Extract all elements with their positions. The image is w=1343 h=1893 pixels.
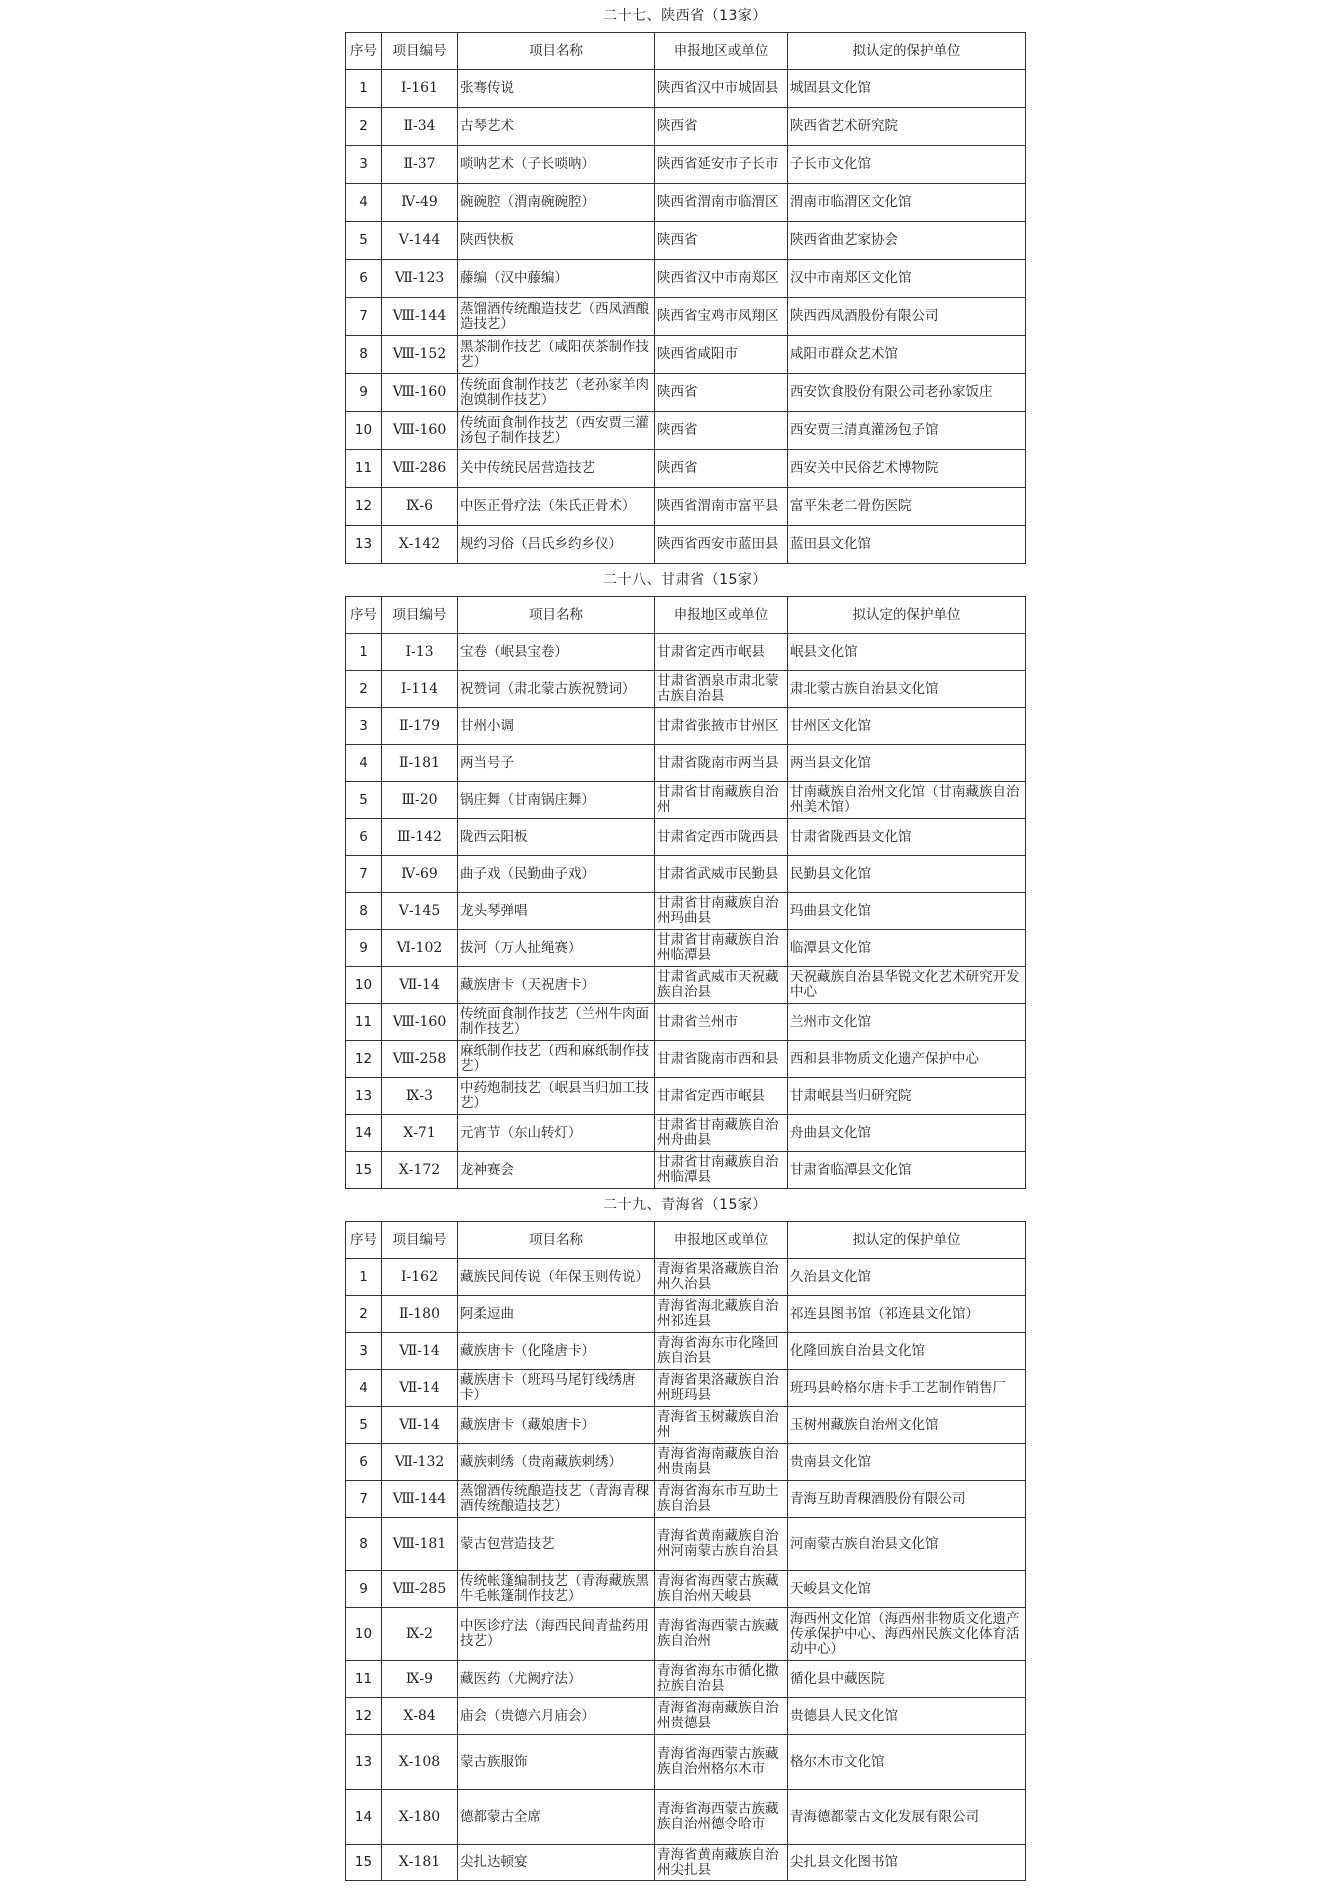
- row-name: 尖扎达顿宴: [458, 1845, 655, 1881]
- table-gansu: [345, 596, 1026, 1189]
- row-name: 传统面食制作技艺（老孙家羊肉泡馍制作技艺）: [458, 374, 655, 412]
- row-region: 甘肃省兰州市: [655, 1004, 788, 1041]
- row-index: 8: [346, 1518, 382, 1571]
- row-region: 青海省海西蒙古族藏族自治州格尔木市: [655, 1735, 788, 1790]
- row-index: 13: [346, 526, 382, 564]
- row-code: Ⅳ-69: [382, 856, 458, 893]
- table-row: [346, 1296, 1026, 1333]
- row-region: 甘肃省定西市岷县: [655, 634, 788, 671]
- row-region: 甘肃省甘南藏族自治州玛曲县: [655, 893, 788, 930]
- row-region: 陕西省: [655, 222, 788, 260]
- row-unit: 民勤县文化馆: [788, 856, 1026, 893]
- table-row: [346, 856, 1026, 893]
- table-row: [346, 967, 1026, 1004]
- row-region: 甘肃省甘南藏族自治州临潭县: [655, 1152, 788, 1189]
- row-name: 传统面食制作技艺（西安贾三灌汤包子制作技艺）: [458, 412, 655, 450]
- row-unit: 天峻县文化馆: [788, 1571, 1026, 1608]
- row-code: Ⅴ-144: [382, 222, 458, 260]
- table-row: [346, 222, 1026, 260]
- header-region: 申报地区或单位: [655, 33, 788, 70]
- row-region: 陕西省宝鸡市凤翔区: [655, 298, 788, 336]
- table-row: [346, 1735, 1026, 1790]
- table-row: [346, 1481, 1026, 1518]
- row-name: 两当号子: [458, 745, 655, 782]
- row-code: Ⅱ-180: [382, 1296, 458, 1333]
- table-row: [346, 1571, 1026, 1608]
- row-index: 12: [346, 1041, 382, 1078]
- table-row: [346, 782, 1026, 819]
- header-unit: 拟认定的保护单位: [788, 33, 1026, 70]
- row-name: 藏族刺绣（贵南藏族刺绣）: [458, 1444, 655, 1481]
- row-index: 3: [346, 1333, 382, 1370]
- row-name: 宝卷（岷县宝卷）: [458, 634, 655, 671]
- row-unit: 甘肃省陇西县文化馆: [788, 819, 1026, 856]
- table-row: [346, 488, 1026, 526]
- row-unit: 岷县文化馆: [788, 634, 1026, 671]
- row-unit: 天祝藏族自治县华锐文化艺术研究开发中心: [788, 967, 1026, 1004]
- row-name: 藏族民间传说（年保玉则传说）: [458, 1259, 655, 1296]
- row-name: 德都蒙古全席: [458, 1790, 655, 1845]
- row-region: 陕西省西安市蓝田县: [655, 526, 788, 564]
- row-index: 1: [346, 1259, 382, 1296]
- row-code: Ⅶ-132: [382, 1444, 458, 1481]
- table-row: [346, 1004, 1026, 1041]
- row-index: 6: [346, 1444, 382, 1481]
- row-code: Ⅸ-6: [382, 488, 458, 526]
- row-index: 9: [346, 374, 382, 412]
- row-code: Ⅴ-145: [382, 893, 458, 930]
- header-region: 申报地区或单位: [655, 597, 788, 634]
- row-code: Ⅰ-162: [382, 1259, 458, 1296]
- row-index: 1: [346, 70, 382, 108]
- header-code: 项目编号: [382, 33, 458, 70]
- row-index: 9: [346, 1571, 382, 1608]
- row-index: 3: [346, 146, 382, 184]
- row-code: Ⅹ-181: [382, 1845, 458, 1881]
- row-unit: 贵德县人民文化馆: [788, 1698, 1026, 1735]
- row-region: 青海省果洛藏族自治州班玛县: [655, 1370, 788, 1407]
- row-code: Ⅵ-102: [382, 930, 458, 967]
- row-index: 6: [346, 819, 382, 856]
- row-index: 4: [346, 1370, 382, 1407]
- row-name: 古琴艺术: [458, 108, 655, 146]
- row-unit: 青海互助青稞酒股份有限公司: [788, 1481, 1026, 1518]
- header-unit: 拟认定的保护单位: [788, 1222, 1026, 1259]
- row-name: 蒙古包营造技艺: [458, 1518, 655, 1571]
- row-name: 曲子戏（民勤曲子戏）: [458, 856, 655, 893]
- row-code: Ⅰ-114: [382, 671, 458, 708]
- row-index: 11: [346, 1661, 382, 1698]
- row-code: Ⅸ-3: [382, 1078, 458, 1115]
- row-name: 甘州小调: [458, 708, 655, 745]
- row-name: 唢呐艺术（子长唢呐）: [458, 146, 655, 184]
- row-index: 7: [346, 856, 382, 893]
- row-region: 青海省海北藏族自治州祁连县: [655, 1296, 788, 1333]
- row-index: 8: [346, 893, 382, 930]
- row-unit: 海西州文化馆（海西州非物质文化遗产传承保护中心、海西州民族文化体育活动中心）: [788, 1608, 1026, 1661]
- row-region: 陕西省: [655, 412, 788, 450]
- table-row: [346, 1370, 1026, 1407]
- row-index: 5: [346, 222, 382, 260]
- row-region: 甘肃省陇南市两当县: [655, 745, 788, 782]
- row-index: 9: [346, 930, 382, 967]
- row-index: 5: [346, 1407, 382, 1444]
- row-code: Ⅹ-142: [382, 526, 458, 564]
- row-unit: 两当县文化馆: [788, 745, 1026, 782]
- row-region: 甘肃省定西市陇西县: [655, 819, 788, 856]
- row-unit: 西安贾三清真灌汤包子馆: [788, 412, 1026, 450]
- row-region: 青海省海东市互助土族自治县: [655, 1481, 788, 1518]
- header-name: 项目名称: [458, 33, 655, 70]
- table-row: [346, 1152, 1026, 1189]
- row-code: Ⅹ-180: [382, 1790, 458, 1845]
- row-code: Ⅹ-71: [382, 1115, 458, 1152]
- row-name: 龙头琴弹唱: [458, 893, 655, 930]
- row-code: Ⅶ-14: [382, 1370, 458, 1407]
- row-name: 藏医药（尤阙疗法）: [458, 1661, 655, 1698]
- row-index: 11: [346, 1004, 382, 1041]
- row-index: 2: [346, 108, 382, 146]
- row-index: 12: [346, 1698, 382, 1735]
- table-row: [346, 1407, 1026, 1444]
- row-name: 藏族唐卡（天祝唐卡）: [458, 967, 655, 1004]
- table-row: [346, 260, 1026, 298]
- table-row: [346, 108, 1026, 146]
- table-row: [346, 634, 1026, 671]
- row-code: Ⅷ-285: [382, 1571, 458, 1608]
- row-code: Ⅱ-181: [382, 745, 458, 782]
- row-code: Ⅱ-37: [382, 146, 458, 184]
- table-row: [346, 1698, 1026, 1735]
- table-row: [346, 1790, 1026, 1845]
- row-index: 14: [346, 1790, 382, 1845]
- row-index: 2: [346, 671, 382, 708]
- row-region: 陕西省渭南市富平县: [655, 488, 788, 526]
- table-row: [346, 819, 1026, 856]
- table-row: [346, 526, 1026, 564]
- row-code: Ⅱ-34: [382, 108, 458, 146]
- row-index: 15: [346, 1152, 382, 1189]
- header-name: 项目名称: [458, 597, 655, 634]
- row-name: 藏族唐卡（班玛马尾钉线绣唐卡）: [458, 1370, 655, 1407]
- row-unit: 玛曲县文化馆: [788, 893, 1026, 930]
- table-row: [346, 1845, 1026, 1881]
- row-code: Ⅷ-160: [382, 1004, 458, 1041]
- row-name: 中医诊疗法（海西民间青盐药用技艺）: [458, 1608, 655, 1661]
- row-unit: 甘南藏族自治州文化馆（甘南藏族自治州美术馆）: [788, 782, 1026, 819]
- row-unit: 甘州区文化馆: [788, 708, 1026, 745]
- row-name: 庙会（贵德六月庙会）: [458, 1698, 655, 1735]
- table-row: [346, 1518, 1026, 1571]
- row-region: 青海省海东市循化撒拉族自治县: [655, 1661, 788, 1698]
- row-unit: 肃北蒙古族自治县文化馆: [788, 671, 1026, 708]
- table-row: [346, 298, 1026, 336]
- row-name: 阿柔逗曲: [458, 1296, 655, 1333]
- section-title-shaanxi: 二十七、陕西省（13家）: [603, 8, 767, 24]
- row-name: 蒸馏酒传统酿造技艺（青海青稞酒传统酿造技艺）: [458, 1481, 655, 1518]
- row-region: 青海省黄南藏族自治州尖扎县: [655, 1845, 788, 1881]
- section-title-gansu: 二十八、甘肃省（15家）: [603, 572, 767, 588]
- row-code: Ⅶ-14: [382, 967, 458, 1004]
- table-row: [346, 708, 1026, 745]
- row-name: 陇西云阳板: [458, 819, 655, 856]
- table-row: [346, 450, 1026, 488]
- table-row: [346, 1041, 1026, 1078]
- row-unit: 贵南县文化馆: [788, 1444, 1026, 1481]
- row-name: 关中传统民居营造技艺: [458, 450, 655, 488]
- row-unit: 西和县非物质文化遗产保护中心: [788, 1041, 1026, 1078]
- row-region: 甘肃省张掖市甘州区: [655, 708, 788, 745]
- row-name: 藏族唐卡（化隆唐卡）: [458, 1333, 655, 1370]
- row-name: 祝赞词（肃北蒙古族祝赞词）: [458, 671, 655, 708]
- row-unit: 临潭县文化馆: [788, 930, 1026, 967]
- row-unit: 甘肃岷县当归研究院: [788, 1078, 1026, 1115]
- row-region: 青海省玉树藏族自治州: [655, 1407, 788, 1444]
- row-unit: 格尔木市文化馆: [788, 1735, 1026, 1790]
- row-index: 10: [346, 1608, 382, 1661]
- row-region: 陕西省汉中市南郑区: [655, 260, 788, 298]
- row-code: Ⅶ-123: [382, 260, 458, 298]
- table-row: [346, 336, 1026, 374]
- section-title-qinghai: 二十九、青海省（15家）: [603, 1197, 767, 1213]
- row-index: 5: [346, 782, 382, 819]
- row-region: 甘肃省陇南市西和县: [655, 1041, 788, 1078]
- row-index: 10: [346, 412, 382, 450]
- row-region: 甘肃省酒泉市肃北蒙古族自治县: [655, 671, 788, 708]
- row-index: 2: [346, 1296, 382, 1333]
- row-unit: 陕西西凤酒股份有限公司: [788, 298, 1026, 336]
- row-name: 中药炮制技艺（岷县当归加工技艺）: [458, 1078, 655, 1115]
- row-region: 甘肃省甘南藏族自治州舟曲县: [655, 1115, 788, 1152]
- table-row: [346, 184, 1026, 222]
- row-unit: 化隆回族自治县文化馆: [788, 1333, 1026, 1370]
- row-code: Ⅰ-161: [382, 70, 458, 108]
- row-index: 6: [346, 260, 382, 298]
- row-name: 藏族唐卡（藏娘唐卡）: [458, 1407, 655, 1444]
- row-name: 黑茶制作技艺（咸阳茯茶制作技艺）: [458, 336, 655, 374]
- row-region: 甘肃省武威市天祝藏族自治县: [655, 967, 788, 1004]
- row-unit: 尖扎县文化图书馆: [788, 1845, 1026, 1881]
- row-code: Ⅷ-144: [382, 298, 458, 336]
- row-index: 7: [346, 298, 382, 336]
- row-code: Ⅲ-20: [382, 782, 458, 819]
- header-index: 序号: [346, 597, 382, 634]
- row-unit: 祁连县图书馆（祁连县文化馆）: [788, 1296, 1026, 1333]
- row-name: 张骞传说: [458, 70, 655, 108]
- row-unit: 富平朱老二骨伤医院: [788, 488, 1026, 526]
- row-region: 青海省黄南藏族自治州河南蒙古族自治县: [655, 1518, 788, 1571]
- row-index: 13: [346, 1078, 382, 1115]
- table-row: [346, 745, 1026, 782]
- row-code: Ⅸ-2: [382, 1608, 458, 1661]
- row-code: Ⅷ-152: [382, 336, 458, 374]
- row-unit: 河南蒙古族自治县文化馆: [788, 1518, 1026, 1571]
- row-index: 4: [346, 745, 382, 782]
- row-region: 陕西省咸阳市: [655, 336, 788, 374]
- row-name: 元宵节（东山转灯）: [458, 1115, 655, 1152]
- table-row: [346, 70, 1026, 108]
- table-row: [346, 671, 1026, 708]
- row-code: Ⅶ-14: [382, 1333, 458, 1370]
- row-unit: 玉树州藏族自治州文化馆: [788, 1407, 1026, 1444]
- header-name: 项目名称: [458, 1222, 655, 1259]
- table-shaanxi: [345, 32, 1026, 564]
- header-code: 项目编号: [382, 1222, 458, 1259]
- row-unit: 蓝田县文化馆: [788, 526, 1026, 564]
- table-qinghai: [345, 1221, 1026, 1881]
- row-unit: 子长市文化馆: [788, 146, 1026, 184]
- row-region: 青海省果洛藏族自治州久治县: [655, 1259, 788, 1296]
- row-unit: 陕西省曲艺家协会: [788, 222, 1026, 260]
- table-row: [346, 1078, 1026, 1115]
- row-name: 陕西快板: [458, 222, 655, 260]
- row-region: 陕西省延安市子长市: [655, 146, 788, 184]
- row-name: 龙神赛会: [458, 1152, 655, 1189]
- table-row: [346, 1661, 1026, 1698]
- row-index: 15: [346, 1845, 382, 1881]
- row-index: 1: [346, 634, 382, 671]
- table-row: [346, 1115, 1026, 1152]
- row-index: 14: [346, 1115, 382, 1152]
- row-region: 陕西省: [655, 374, 788, 412]
- table-row: [346, 893, 1026, 930]
- table-row: [346, 1259, 1026, 1296]
- row-region: 甘肃省武威市民勤县: [655, 856, 788, 893]
- row-index: 10: [346, 967, 382, 1004]
- row-code: Ⅳ-49: [382, 184, 458, 222]
- row-region: 青海省海南藏族自治州贵南县: [655, 1444, 788, 1481]
- row-unit: 西安饮食股份有限公司老孙家饭庄: [788, 374, 1026, 412]
- row-code: Ⅹ-108: [382, 1735, 458, 1790]
- row-code: Ⅷ-160: [382, 412, 458, 450]
- row-code: Ⅶ-14: [382, 1407, 458, 1444]
- row-name: 锅庄舞（甘南锅庄舞）: [458, 782, 655, 819]
- row-region: 青海省海南藏族自治州贵德县: [655, 1698, 788, 1735]
- row-region: 青海省海东市化隆回族自治县: [655, 1333, 788, 1370]
- table-row: [346, 1333, 1026, 1370]
- row-index: 11: [346, 450, 382, 488]
- table-row: [346, 1444, 1026, 1481]
- row-name: 中医正骨疗法（朱氏正骨术）: [458, 488, 655, 526]
- row-unit: 循化县中藏医院: [788, 1661, 1026, 1698]
- table-row: [346, 1608, 1026, 1661]
- row-index: 13: [346, 1735, 382, 1790]
- header-index: 序号: [346, 33, 382, 70]
- row-name: 拔河（万人扯绳赛）: [458, 930, 655, 967]
- row-index: 8: [346, 336, 382, 374]
- row-code: Ⅲ-142: [382, 819, 458, 856]
- row-region: 陕西省: [655, 108, 788, 146]
- row-unit: 西安关中民俗艺术博物院: [788, 450, 1026, 488]
- row-code: Ⅰ-13: [382, 634, 458, 671]
- row-unit: 久治县文化馆: [788, 1259, 1026, 1296]
- header-unit: 拟认定的保护单位: [788, 597, 1026, 634]
- document-page: [345, 0, 1025, 1881]
- row-name: 传统帐篷编制技艺（青海藏族黑牛毛帐篷制作技艺）: [458, 1571, 655, 1608]
- row-name: 碗碗腔（渭南碗碗腔）: [458, 184, 655, 222]
- row-region: 甘肃省甘南藏族自治州临潭县: [655, 930, 788, 967]
- row-unit: 汉中市南郑区文化馆: [788, 260, 1026, 298]
- table-row: [346, 374, 1026, 412]
- row-code: Ⅷ-286: [382, 450, 458, 488]
- row-code: Ⅷ-160: [382, 374, 458, 412]
- row-unit: 咸阳市群众艺术馆: [788, 336, 1026, 374]
- row-unit: 甘肃省临潭县文化馆: [788, 1152, 1026, 1189]
- row-name: 蒸馏酒传统酿造技艺（西凤酒酿造技艺）: [458, 298, 655, 336]
- table-row: [346, 146, 1026, 184]
- row-name: 麻纸制作技艺（西和麻纸制作技艺）: [458, 1041, 655, 1078]
- row-code: Ⅷ-144: [382, 1481, 458, 1518]
- row-code: Ⅷ-181: [382, 1518, 458, 1571]
- row-region: 青海省海西蒙古族藏族自治州: [655, 1608, 788, 1661]
- header-region: 申报地区或单位: [655, 1222, 788, 1259]
- row-unit: 陕西省艺术研究院: [788, 108, 1026, 146]
- row-region: 陕西省: [655, 450, 788, 488]
- table-row: [346, 412, 1026, 450]
- row-name: 藤编（汉中藤编）: [458, 260, 655, 298]
- row-name: 规约习俗（吕氏乡约乡仪）: [458, 526, 655, 564]
- row-unit: 青海德都蒙古文化发展有限公司: [788, 1790, 1026, 1845]
- row-region: 陕西省渭南市临渭区: [655, 184, 788, 222]
- row-code: Ⅸ-9: [382, 1661, 458, 1698]
- row-region: 甘肃省甘南藏族自治州: [655, 782, 788, 819]
- row-code: Ⅹ-84: [382, 1698, 458, 1735]
- row-region: 陕西省汉中市城固县: [655, 70, 788, 108]
- row-unit: 渭南市临渭区文化馆: [788, 184, 1026, 222]
- row-unit: 兰州市文化馆: [788, 1004, 1026, 1041]
- row-region: 青海省海西蒙古族藏族自治州天峻县: [655, 1571, 788, 1608]
- row-code: Ⅱ-179: [382, 708, 458, 745]
- row-index: 7: [346, 1481, 382, 1518]
- row-unit: 班玛县岭格尔唐卡手工艺制作销售厂: [788, 1370, 1026, 1407]
- row-code: Ⅹ-172: [382, 1152, 458, 1189]
- row-unit: 舟曲县文化馆: [788, 1115, 1026, 1152]
- row-index: 3: [346, 708, 382, 745]
- table-row: [346, 930, 1026, 967]
- header-index: 序号: [346, 1222, 382, 1259]
- row-unit: 城固县文化馆: [788, 70, 1026, 108]
- row-region: 甘肃省定西市岷县: [655, 1078, 788, 1115]
- row-name: 蒙古族服饰: [458, 1735, 655, 1790]
- row-region: 青海省海西蒙古族藏族自治州德令哈市: [655, 1790, 788, 1845]
- row-name: 传统面食制作技艺（兰州牛肉面制作技艺）: [458, 1004, 655, 1041]
- header-code: 项目编号: [382, 597, 458, 634]
- row-code: Ⅷ-258: [382, 1041, 458, 1078]
- row-index: 12: [346, 488, 382, 526]
- row-index: 4: [346, 184, 382, 222]
